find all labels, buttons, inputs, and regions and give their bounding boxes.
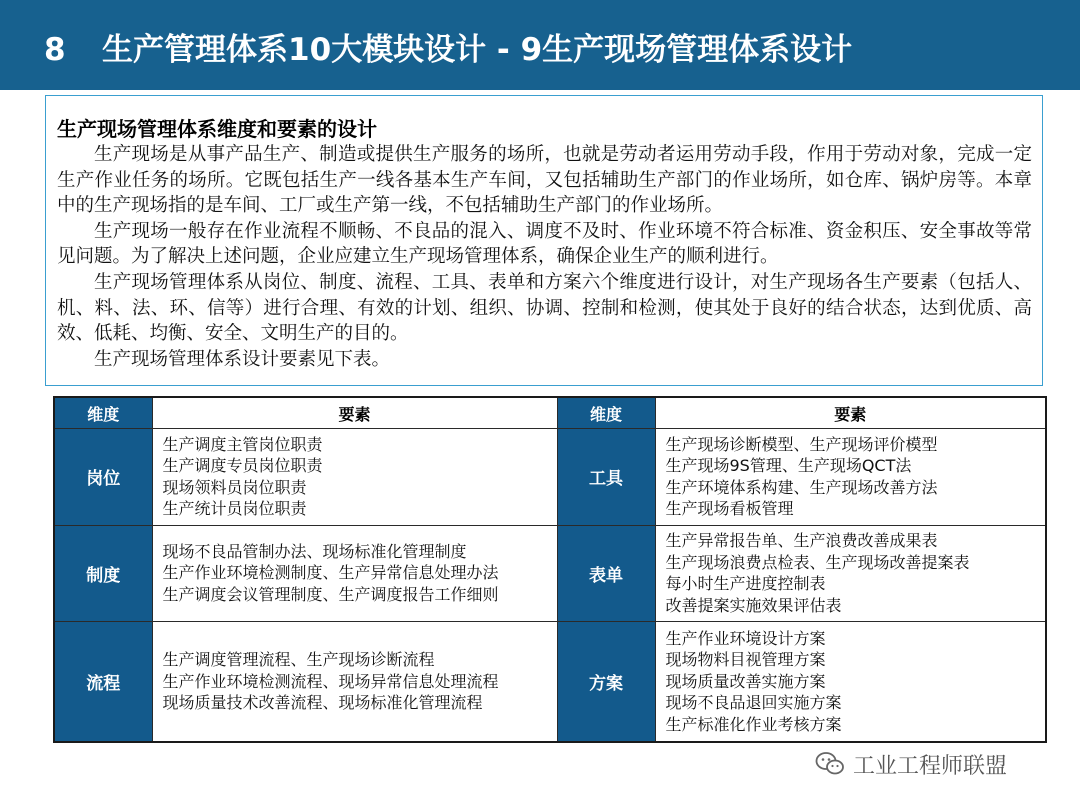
header-dim: 维度 [557, 397, 655, 429]
watermark-text: 工业工程师联盟 [853, 753, 1008, 779]
items-cell [655, 621, 1046, 742]
intro-textbox [45, 95, 1043, 386]
item: 生产调度主管岗位职责 [162, 434, 323, 454]
dim-cell: 方案 [557, 621, 655, 742]
item: 现场不良品退回实施方案 [665, 693, 842, 713]
intro-paragraph: 生产现场一般存在作业流程不顺畅、不良品的混入、调度不及时、作业环境不符合标准、资金积压、安全事故等常见问题。为了解决上述问题，企业应建立生产现场管理体系，确保企业生产的顺利进行。 [57, 220, 1032, 268]
item: 每小时生产进度控制表 [665, 574, 826, 594]
item: 生产标准化作业考核方案 [665, 714, 842, 734]
dim-cell: 流程 [54, 621, 152, 742]
intro-paragraph: 生产现场管理体系设计要素见下表。 [94, 348, 391, 370]
wechat-icon [815, 751, 845, 777]
items-cell [152, 525, 557, 621]
watermark [815, 748, 1007, 780]
items-cell [152, 429, 557, 525]
header-elements: 要素 [152, 397, 557, 429]
item: 生产调度管理流程、生产现场诊断流程 [162, 650, 435, 670]
table-row [54, 429, 1046, 525]
item: 生产作业环境设计方案 [665, 628, 826, 648]
items-cell [152, 621, 557, 742]
item: 生产异常报告单、生产浪费改善成果表 [665, 531, 938, 551]
item: 生产现场诊断模型、生产现场评价模型 [665, 434, 938, 454]
item: 现场质量改善实施方案 [665, 671, 826, 691]
intro-heading: 生产现场管理体系维度和要素的设计 [57, 117, 377, 141]
item: 生产统计员岗位职责 [162, 499, 307, 519]
dim-cell: 制度 [54, 525, 152, 621]
item: 生产调度会议管理制度、生产调度报告工作细则 [162, 584, 499, 604]
item: 生产调度专员岗位职责 [162, 456, 323, 476]
items-cell [655, 525, 1046, 621]
item: 生产现场看板管理 [665, 499, 794, 519]
item: 生产作业环境检测制度、生产异常信息处理办法 [162, 563, 499, 583]
item: 生产作业环境检测流程、现场异常信息处理流程 [162, 671, 499, 691]
title-bar [0, 0, 1080, 90]
section-number: 8 [44, 32, 66, 68]
elements-table [53, 396, 1047, 743]
page-title: 生产管理体系10大模块设计 - 9生产现场管理体系设计 [102, 32, 853, 68]
item: 改善提案实施效果评估表 [665, 595, 842, 615]
item: 生产环境体系构建、生产现场改善方法 [665, 477, 938, 497]
item: 现场不良品管制办法、现场标准化管理制度 [162, 541, 467, 561]
table-row [54, 621, 1046, 742]
item: 现场物料目视管理方案 [665, 650, 826, 670]
item: 现场质量技术改善流程、现场标准化管理流程 [162, 693, 483, 713]
item: 现场领料员岗位职责 [162, 477, 307, 497]
dim-cell: 工具 [557, 429, 655, 525]
table-header-row [54, 397, 1046, 429]
dim-cell: 表单 [557, 525, 655, 621]
intro-paragraph: 生产现场管理体系从岗位、制度、流程、工具、表单和方案六个维度进行设计，对生产现场各生产要素（包括人、机、料、法、环、信等）进行合理、有效的计划、组织、协调、控制和检测，使其处于良好的结合状态，达到优质、高效、低耗、均衡、安全、文明生产的目的。 [57, 271, 1032, 345]
intro-paragraph: 生产现场是从事产品生产、制造或提供生产服务的场所，也就是劳动者运用劳动手段，作用于劳动对象，完成一定生产作业任务的场所。它既包括生产一线各基本生产车间，又包括辅助生产部门的作业场所，如仓库、锅炉房等。本章中的生产现场指的是车间、工厂或生产第一线，不包括辅助生产部门的作业场所。 [57, 144, 1032, 217]
dim-cell: 岗位 [54, 429, 152, 525]
items-cell [655, 429, 1046, 525]
header-elements: 要素 [655, 397, 1046, 429]
table-row [54, 525, 1046, 621]
item: 生产现场9S管理、生产现场QCT法 [665, 456, 912, 476]
item: 生产现场浪费点检表、生产现场改善提案表 [665, 552, 970, 572]
header-dim: 维度 [54, 397, 152, 429]
